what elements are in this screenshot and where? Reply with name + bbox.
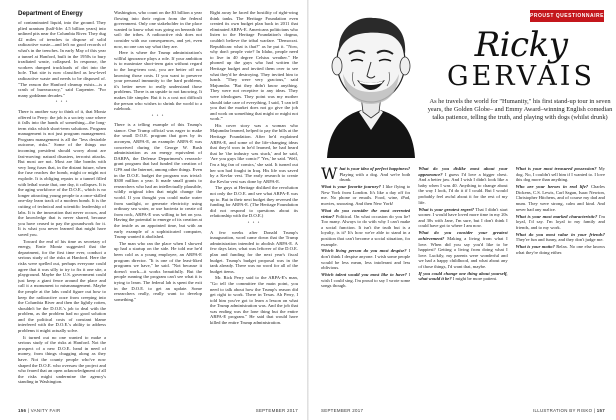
- question: What is your greatest regret?: [418, 206, 475, 212]
- page-number: 157: [596, 407, 605, 413]
- right-folio: SEPTEMBER 2017 ILLUSTRATION BY RISKO | 157: [321, 407, 605, 413]
- qa-item: [516, 166, 605, 183]
- article-paragraph: There is another way to think of it, that Moniz offered to Perry: the job is a society case where it falls into the hands of something—the long-term risks which short-term solutions. Program management is not just program management. Program management is all the "less desirable outcome, risks." Some of the things our incoming president should worry about are fast-moving: natural disasters, terrorist attacks. But most are not. Most are like bombs with very long fuses that, in the distant future, when the fuse reaches the bomb, might or might not explode. It is obliging repairs to a tunnel filled with lethal waste that, one day, it collapses. It is the aging workforce of the D.O.E., which is no longer attracting young people to a once-skilled one-day learn track of a modern bomb. It is the cutting of technical and scientific leadership of labs. It is the innovation that never occurs, and the knowledge that is never shared, because you have ceased to pay the groundwork for it. It is what you never learned that might have saved you.: [18, 108, 106, 237]
- answer: Getting a living from doing what I love. Luckily, my parents were wonderful and we had a happy childhood, and what about any of those things, I'd want that, maybe.: [418, 247, 508, 269]
- answer: I like flying to New York from London. It's like a day off for me. No phone or emails. Food, wine, iPad, movies, snoozing. And then New York!: [321, 184, 411, 206]
- answer: I don't think I despise anyone. I wish some people would be less mean, less intolerant and less oblivious.: [321, 248, 411, 271]
- headline-first-name: Ricky: [474, 25, 568, 65]
- article-paragraph: There is a telling example of this Trump's stance. One Trump official was eager to make the small D.O.E. program that goes by its acronym, ARPA-E, an example: ARPA-E was conceived during the George W. Bush administration as an energy equivalent of DARPA, the Defense Department's research-grant program that had funded the creation of GPS and the Internet, among other things. Even in the D.O.E. budget the program was trivial: $300 million a year. It made small grants to researchers who had an intellectually plausible, wildly original idea that might change the world. If you thought you could make water from sunlight, or generate electricity using ordinary sea water, or use bacteria to create oil from rock, ARPA-E was willing to bet on you. Having the potential to emerge of its creation at the inside as an appointed time, but with an early example of a sophisticated computer, Trump wanted it abolished.: [114, 122, 202, 240]
- right-ear: [400, 57, 410, 75]
- answer: I wish I could sing. I'm proud to say I wrote some songs though.: [321, 272, 411, 289]
- portrait-illustration: [317, 8, 425, 158]
- qa-item: [418, 166, 507, 205]
- qa-item: [321, 248, 410, 270]
- magazine-name: VANITY FAIR: [30, 407, 61, 413]
- question: Which talent would you most like to have?: [321, 272, 407, 278]
- answer: They're fun and funny, and they don't judge me.: [515, 237, 604, 243]
- question: hat is your idea of perfect happiness?: [339, 166, 411, 171]
- left-ear: [332, 57, 342, 75]
- qa-item: [418, 230, 507, 269]
- qa-item: [418, 207, 507, 229]
- qa-item: [321, 208, 410, 247]
- qa-item: [516, 214, 605, 231]
- article-deck: As he travels the world for "Humanity," his first stand-up tour in seven years, the Golden Globe– and Emmy Award–winning English comedian talks patience, telling the truth, and playing with dogs (whilst drunk): [427, 98, 613, 121]
- drop-cap: W: [321, 166, 338, 183]
- left-column-1: [18, 10, 106, 402]
- article-paragraph: The guys at Heritage disliked the revolution not only the D.O.E. and see what ARPA-E was up to. But in their next budget they reversed the funding for ARPA-E. (The Heritage Foundation did not respond to questions about its relationship with the D.O.E.): [210, 185, 298, 219]
- department-heading: Department of Energy: [18, 10, 83, 17]
- qa-item: [516, 184, 605, 212]
- section-break-ornament: • • •: [247, 220, 261, 226]
- answer: Playing with a dog. And we're both drunk.: [339, 171, 411, 183]
- question: What is your most treasured possession?: [515, 166, 597, 171]
- question: What is your favorite journey?: [321, 184, 381, 190]
- question: What do you most value in your friends?: [515, 231, 605, 237]
- question: What is your most marked characteristic?: [515, 213, 598, 219]
- question: If you could change one thing about yourself, what would it be?: [418, 270, 508, 282]
- issue-date: SEPTEMBER 2017: [255, 407, 298, 413]
- question: What do you consider the most overrated virtue?: [321, 207, 411, 219]
- article-paragraph: The man who ran the place when I showed up had a startup on the side. He told me he'd been cold as a young employee, an ARPA-E program director. "It is one of the least-liked programs we have," he said. "Not because it doesn't work—it works beautifully. But the people running the program can't see what it is trying to learn. The federal lab is spent the exit in the D.O.E. to get an update. Some researchers really, really want to develop something.": [114, 240, 202, 302]
- question: Who are your heroes in real life?: [515, 184, 589, 190]
- questionnaire-columns: [321, 166, 605, 404]
- answer: I might be more patient.: [452, 276, 498, 282]
- article-paragraph: Washington, who count on the $3 billion a year flowing into their region from the federal government. Only one stakeholder in the place wanted to know what was going on beneath the soil: the tribes. A radioactive risk does not consider with our consequences, and yet, even now, no one can say what they are.: [114, 10, 202, 49]
- qa-item: [418, 271, 507, 282]
- headline: [431, 25, 611, 92]
- headline-last-name: GERVAIS: [447, 61, 595, 92]
- left-page: [0, 0, 307, 420]
- answer: Too many. Always to do with why I can't make a social function. It isn't the truth but is a loyalty, is it? It's how we're able to stand in a position that can't become a social situation, for example.: [321, 219, 411, 247]
- question: What do you consider your greatest achievement?: [418, 230, 508, 241]
- article-paragraph: of contaminated liquid, into the ground. They plied uranium (half-life: 4.5 billion years) into unlined pits near the Columbia River. They dug 42 miles of trenches to dispose of solid radioactive waste—and left no good records of what's in the trenches. In early May of this year a tunnel at Hanford, built in the 1950s to bury irradiated waste, collapsed. In response, the workers dumped truckloads of dirt into the hole. That site is now classified as low-level radioactive waste and needs to be disposed of. "The reason the Hanford cleanup exists—is a crash of bureaucracy," said Carpenter. "For many goddamn decades.": [18, 20, 106, 98]
- answer: My dog. No, I couldn't sell him if I wanted to. I love this dog more than anything.: [515, 166, 605, 183]
- right-page: [309, 0, 616, 420]
- left-folio: 156 | VANITY FAIR SEPTEMBER 2017: [18, 407, 298, 413]
- article-paragraph: Here is where the Trump administration's willful ignorance plays a role. If your ambition is to maximize short-term gain without regard to the long-term cost, you are better off not knowing those costs. If you want to preserve your personal immunity to the hard problems, it's better never to really understand those problems. There is an upside to not knowing. It makes life simpler. But it is a cost not difficult the person who wishes to shrink the world to a rulebook.: [114, 50, 202, 112]
- qa-item: [321, 184, 410, 206]
- illustration-credit: ILLUSTRATION BY RISKO: [532, 407, 593, 413]
- question: Which living person do you most despise?: [321, 248, 407, 254]
- section-break-ornament: • • •: [55, 100, 69, 106]
- article-paragraph: Right away he faced the hostility of right-wing think tanks. The Heritage Foundation even created its own budget plan back in 2011 that eliminated ARPA-E. Americans politicians who listen to the Heritage Foundation's dogma, couldn't believe the tribal warfare. "Democrat. Republican: what is that?" as he put it. "Now, why don't people vote? In Idaho, people need to live in 40 degree Celsius weather." He phoned up the guys who had written the Heritage budget and invited them over to see what they'd be destroying. They invited him to lunch. "They were very gracious," said Majumdar. "But they didn't know anything. They were not receptive to any ideas. They were ideologues. They point was my mother should take care of everything, I said, 'I can tell you that the market does not go give the job and work on something that might or might not work.'": [210, 10, 298, 122]
- article-paragraph: Toward the end of his time as secretary of energy, Ernie Moniz suggested that the department, for the first time ever, conduct a serious study of the risks at Hanford. Here the risks were spelled out, perhaps everyone could agree that it was silly to try to fix it one site, a playground. Maybe the U.S. government could just keep a giant fence around the place and call it a monument to mismanagement. Maybe the people at the labs could figure out how to keep the radioactive ooze from creeping into the Columbia River and then the lightly rotten, shouldn't be the D.O.E.'s job to deal with the problem, as the problem had no good solution and the political costs of constant blame interfered with the D.O.E.'s ability to address problems it might actually solve.: [18, 238, 106, 334]
- page-number: 156: [18, 407, 27, 413]
- article-paragraph: Mr. Rick Perry said to the ARPA-E's man, "Go tell the committee the main point, you need to talk about how the Trump's reason did get right to work. There in Texas. Ah Perry, I told him you've got to learn a lesson on what the Trump administration was. And the job that was ending was the lone thing but the entire ARPA-E program." He said that would have killed the entire Trump administration.: [210, 275, 298, 326]
- answer: Relax. No one else knows what they're doing either.: [515, 244, 605, 255]
- issue-date: SEPTEMBER 2017: [321, 407, 364, 413]
- answer: I guess I'd love a bigger chest. And a better jaw. And I wish I didn't look like a baby when I was 40. Anything to change about the way I look, I'd do it if I could. But I would probably feel awful about it for the rest of my life.: [418, 171, 508, 205]
- article-paragraph: A few weeks after Donald Trump's inauguration, word came down that the Trump administration intended to abolish ARPA-E. A few days later, what was leftover of the D.O.E. plan and funding for the next year's fiscal budget. Trump's budget proposal was in the tank already. There was no word for all of the budget items.: [210, 229, 298, 274]
- left-column-3: [210, 10, 298, 402]
- section-break-ornament: • • •: [151, 113, 165, 119]
- questionnaire-column-1: [321, 166, 410, 404]
- answer: Political. On what occasion do you lie?: [335, 213, 411, 219]
- answer: That I didn't start sooner. I would have loved more time in my 20s and 30s with Jane, I'm sure, but I don't think I could have got to where I am now.: [418, 206, 508, 229]
- questionnaire-column-3: [516, 166, 605, 404]
- question: What do you dislike most about your appearance?: [418, 166, 508, 177]
- answer: I'm loyal, I'd say. I'm loyal to my family and friends, and to my work.: [515, 213, 605, 230]
- article-paragraph: It turned out no one wanted to make a serious study of the risks at Hanford. Not the prospect of a new D.O.E. head in need of money, from things chugging along as they have. Not the county people who've now shaped the D.O.E. who oversaw the project and who feared that an open acknowledgment of all the risks might undermine the agency's standing in Washington.: [18, 334, 106, 385]
- left-column-2: [114, 10, 202, 402]
- question: What is your motto?: [515, 244, 555, 250]
- qa-item: [321, 166, 410, 183]
- qa-item: [516, 244, 605, 255]
- answer: Making a living from what I love. When did you say you'd like to be happiest?: [418, 235, 508, 253]
- article-paragraph: His cover story was a woman who Majumdar learned, helped to pay the bills at the Heritage Foundation. After he'd explained ARPA-E, and some of the life-changing ideas that they'd won in he'd learned, he had heard that he 'the industry was stuck,' and he said, 'Are you guys like comic?' 'Yes,' he said. 'Well, I'm a big fan of comics,' she said. It turned out her son had fought in Iraq. His life was saved by a Kevlar vest. The early research to create the Kevlar vest was done by ARPA-E.: [210, 122, 298, 184]
- questionnaire-column-2: [418, 166, 507, 404]
- left-article-columns: [18, 10, 298, 402]
- qa-item: [321, 272, 410, 289]
- answer: Charles Dickens, C.S. Lewis, Carl Sagan, Isaac Newton, Christopher Hitchens, and of course my dad and mum. They were strong, calm and kind. And never had any malice.: [515, 184, 605, 212]
- qa-item: [516, 232, 605, 243]
- section-rubric: PROUST QUESTIONNAIRE: [530, 10, 604, 22]
